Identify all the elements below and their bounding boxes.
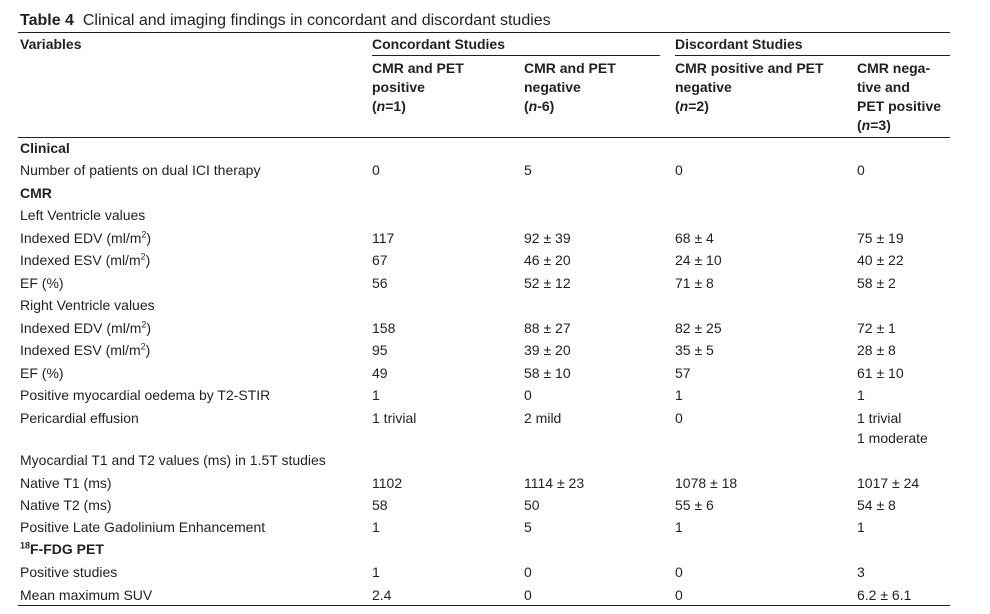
table-label: Table 4 — [20, 12, 74, 29]
row-label: Pericardial effusion — [20, 410, 139, 426]
table-cell: 54 ± 8 — [857, 497, 896, 513]
table-title: Clinical and imaging findings in concordant and discordant studies — [82, 12, 551, 29]
header-col4-line3: PET positive — [857, 98, 942, 114]
table-cell: 40 ± 22 — [857, 252, 904, 268]
header-variables: Variables — [20, 36, 82, 52]
table-cell: 1 — [372, 387, 380, 403]
table-cell: 5 — [524, 162, 532, 178]
table-cell: 52 ± 12 — [524, 275, 571, 291]
header-col4-line2: tive and — [857, 79, 910, 95]
table-cell: 0 — [524, 387, 532, 403]
table-cell: 95 — [372, 342, 388, 358]
table-cell: 50 — [524, 497, 540, 513]
row-label: Indexed ESV $(ml/m^2)$ — [20, 251, 151, 268]
table-cell: 57 — [675, 365, 691, 381]
table-cell: 6.2 ± 6.1 — [857, 587, 912, 603]
table-cell: 1114 ± 23 — [524, 475, 585, 491]
table-cell: 117 — [372, 230, 395, 246]
header-col3-n: (n=2) — [675, 98, 709, 114]
table-cell: 2 mild — [524, 410, 562, 426]
row-label: Positive studies — [20, 564, 118, 580]
table-cell: 1 — [372, 564, 380, 580]
table-cell: 0 — [524, 564, 532, 580]
table-cell: 0 — [372, 162, 380, 178]
header-col1-n: (n=1) — [372, 98, 406, 114]
table-cell: 56 — [372, 275, 388, 291]
table-cell: 1102 — [372, 475, 403, 491]
header-col4-line1: CMR nega- — [857, 60, 931, 76]
table-cell: 3 — [857, 564, 865, 580]
row-label: Indexed EDV $(ml/m^2)$ — [20, 319, 152, 336]
row-label: EF (%) — [20, 275, 64, 291]
header-col4 — [857, 59, 941, 135]
table-cell: 72 ± 1 — [857, 320, 896, 336]
table-cell: 0 — [524, 587, 532, 603]
header-discordant: Discordant Studies — [675, 36, 803, 52]
bottom-rule — [18, 605, 950, 606]
table-cell: 58 ± 10 — [524, 365, 571, 381]
table-cell: 5 — [524, 519, 532, 535]
table-cell: 46 ± 20 — [524, 252, 571, 268]
row-label: EF (%) — [20, 365, 64, 381]
table-cell: 1 trivial — [372, 410, 417, 426]
section-heading: $^{18}$F-FDG PET — [20, 540, 104, 557]
header-col3-line2: negative — [675, 79, 732, 95]
row-label: Indexed EDV $(ml/m^2)$ — [20, 229, 152, 246]
table-cell: 0 — [675, 564, 683, 580]
row-label: Mean maximum SUV — [20, 587, 153, 603]
table-cell: 1 — [857, 387, 865, 403]
table-cell: 0 — [857, 162, 865, 178]
table-cell: 1078 ± 18 — [675, 475, 738, 491]
table-cell: 0 — [675, 162, 683, 178]
discordant-underline — [675, 55, 950, 56]
header-col2-line2: negative — [524, 79, 581, 95]
row-label: Native T2 (ms) — [20, 497, 112, 513]
table-cell: 35 ± 5 — [675, 342, 714, 358]
table-cell: 1 — [372, 519, 380, 535]
header-rule — [18, 137, 950, 138]
header-col1-line2: positive — [372, 79, 425, 95]
row-label: Number of patients on dual ICI therapy — [20, 162, 261, 178]
table-caption — [20, 11, 551, 31]
header-col2-line1: CMR and PET — [524, 60, 616, 76]
table-cell: 67 — [372, 252, 388, 268]
row-label: Left Ventricle values — [20, 207, 146, 223]
header-col1 — [372, 59, 464, 116]
row-label: Indexed ESV $(ml/m^2)$ — [20, 341, 151, 358]
table-cell: 0 — [675, 587, 683, 603]
header-concordant: Concordant Studies — [372, 36, 506, 52]
header-col2 — [524, 59, 616, 116]
table-cell: 1 — [857, 519, 865, 535]
header-col1-line1: CMR and PET — [372, 60, 464, 76]
table-cell: 58 — [372, 497, 388, 513]
row-label: Native T1 (ms) — [20, 475, 112, 491]
row-label: Myocardial T1 and T2 values (ms) in 1.5T studies — [20, 452, 326, 468]
table-cell: 39 ± 20 — [524, 342, 571, 358]
section-heading: Clinical — [20, 140, 70, 156]
table-cell: 0 — [675, 410, 683, 426]
table-cell: 68 ± 4 — [675, 230, 714, 246]
table-cell: 28 ± 8 — [857, 342, 896, 358]
top-rule — [18, 32, 950, 33]
header-col3-line1: CMR positive and PET — [675, 60, 824, 76]
section-heading: CMR — [20, 185, 52, 201]
table-cell: 82 ± 25 — [675, 320, 722, 336]
header-col2-n: (n-6) — [524, 98, 555, 114]
table-cell: 1017 ± 24 — [857, 475, 920, 491]
row-label: Right Ventricle values — [20, 297, 155, 313]
table-cell: 75 ± 19 — [857, 230, 904, 246]
concordant-underline — [372, 55, 660, 56]
table-cell: 158 — [372, 320, 396, 336]
row-label: Positive myocardial oedema by T2-STIR — [20, 387, 271, 403]
table-cell: 55 ± 6 — [675, 497, 714, 513]
table-cell: 61 ± 10 — [857, 365, 904, 381]
table-cell: 1 moderate — [857, 430, 928, 446]
header-col3 — [675, 59, 824, 116]
table-cell: 58 ± 2 — [857, 275, 896, 291]
table-cell: 88 ± 27 — [524, 320, 571, 336]
table-cell: 92 ± 39 — [524, 230, 571, 246]
table-cell: 1 — [675, 387, 683, 403]
table-cell: 1 — [675, 519, 683, 535]
table-cell: 71 ± 8 — [675, 275, 714, 291]
row-label: Positive Late Gadolinium Enhancement — [20, 519, 266, 535]
table-cell: 2.4 — [372, 587, 392, 603]
header-col4-n: (n=3) — [857, 117, 891, 133]
table-cell: 49 — [372, 365, 388, 381]
table-cell: 24 ± 10 — [675, 252, 722, 268]
table-cell: 1 trivial — [857, 410, 902, 426]
